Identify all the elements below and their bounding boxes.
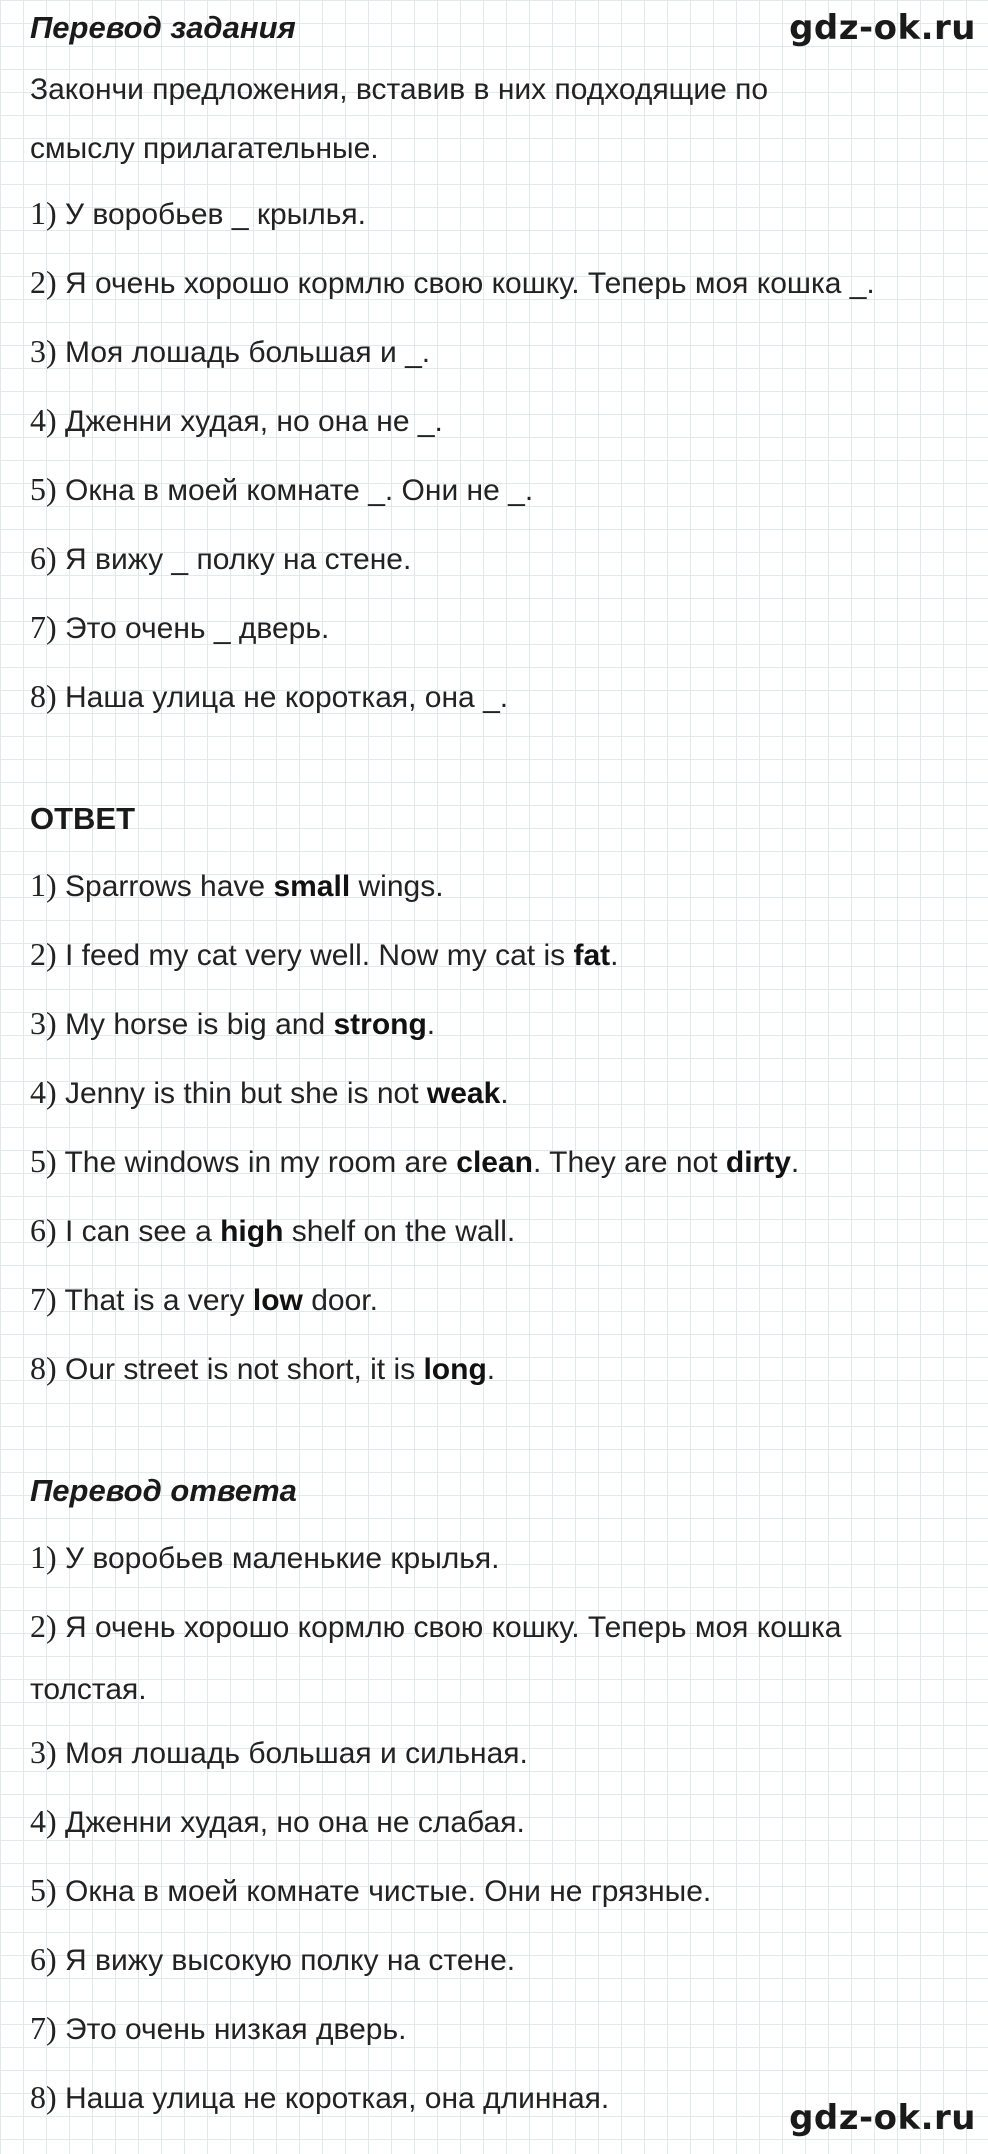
item-text: У воробьев _ крылья. — [65, 198, 366, 231]
item-number: 4) — [30, 1803, 57, 1839]
answer-word: weak — [426, 1077, 501, 1110]
item-text-mid: . — [610, 939, 619, 972]
item-number: 5) — [30, 471, 57, 507]
answer-word: low — [252, 1284, 303, 1317]
answer-item — [30, 1279, 378, 1321]
task-item — [30, 538, 411, 580]
answer-item — [30, 1348, 495, 1390]
item-text: Я вижу высокую полку на стене. — [65, 1944, 516, 1977]
item-text: толстая. — [30, 1673, 147, 1706]
item-text-pre: Jenny is thin but she is not — [65, 1077, 427, 1110]
item-number: 2) — [30, 1608, 57, 1644]
item-number: 7) — [30, 1281, 57, 1317]
item-text: Наша улица не короткая, она _. — [65, 681, 509, 714]
task-item — [30, 193, 366, 235]
item-number: 1) — [30, 867, 57, 903]
item-number: 8) — [30, 1350, 57, 1386]
item-text: Дженни худая, но она не _. — [65, 405, 443, 438]
translation-item — [30, 1606, 841, 1648]
item-text: Это очень низкая дверь. — [65, 2013, 407, 2046]
item-text-pre: I can see a — [65, 1215, 221, 1248]
item-text: Окна в моей комнате чистые. Они не грязные. — [65, 1875, 712, 1908]
item-text: Я очень хорошо кормлю свою кошку. Теперь моя кошка — [65, 1611, 842, 1644]
translation-item — [30, 1537, 500, 1579]
item-text: Моя лошадь большая и сильная. — [65, 1737, 528, 1770]
item-text: Я вижу _ полку на стене. — [65, 543, 412, 576]
item-number: 4) — [30, 402, 57, 438]
answer-word: dirty — [725, 1146, 791, 1179]
item-number: 5) — [30, 1143, 57, 1179]
item-text-mid: . — [500, 1077, 509, 1110]
answer-word: strong — [333, 1008, 427, 1041]
answer-item — [30, 1141, 799, 1183]
answer-word: long — [423, 1353, 487, 1386]
answer-translation-heading: Перевод ответа — [30, 1473, 297, 1508]
item-text: Наша улица не короткая, она длинная. — [65, 2082, 610, 2115]
answer-item — [30, 1003, 435, 1045]
task-item — [30, 607, 329, 649]
item-text: Я очень хорошо кормлю свою кошку. Теперь моя кошка _. — [65, 267, 875, 300]
item-text-pre: My horse is big and — [65, 1008, 334, 1041]
task-item — [30, 676, 508, 718]
answer-word: small — [273, 870, 351, 903]
answer-item — [30, 1210, 515, 1252]
item-text-pre: That is a very — [64, 1284, 253, 1317]
translation-item-continuation — [30, 1668, 147, 1710]
answer-item — [30, 1072, 509, 1114]
item-text-post: . — [790, 1146, 800, 1179]
item-text-pre: Our street is not short, it is — [65, 1353, 424, 1386]
item-number: 7) — [30, 2010, 57, 2046]
item-text-mid: shelf on the wall. — [283, 1215, 516, 1248]
instruction-line-2: смыслу прилагательные. — [30, 132, 379, 165]
item-number: 6) — [30, 1941, 57, 1977]
task-translation-heading: Перевод задания — [30, 10, 296, 45]
item-number: 8) — [30, 678, 57, 714]
item-text: Окна в моей комнате _. Они не _. — [65, 474, 534, 507]
item-text-pre: Sparrows have — [65, 870, 274, 903]
item-text: Это очень _ дверь. — [65, 612, 330, 645]
watermark-bottom: gdz-ok.ru — [789, 2098, 976, 2138]
item-text-mid: . They are not — [532, 1146, 726, 1179]
item-number: 1) — [30, 195, 57, 231]
item-number: 1) — [30, 1539, 57, 1575]
item-number: 8) — [30, 2079, 57, 2115]
answer-word: clean — [456, 1146, 533, 1179]
answer-heading: ОТВЕТ — [30, 801, 136, 836]
translation-item — [30, 1732, 528, 1774]
item-number: 7) — [30, 609, 57, 645]
task-item — [30, 469, 533, 511]
task-item — [30, 331, 430, 373]
item-text: У воробьев маленькие крылья. — [65, 1542, 500, 1575]
translation-item — [30, 1939, 515, 1981]
item-text: Дженни худая, но она не слабая. — [65, 1806, 525, 1839]
item-text-mid: . — [486, 1353, 496, 1386]
instruction-line-1: Закончи предложения, вставив в них подходящие по — [30, 73, 769, 106]
item-text-mid: door. — [302, 1284, 378, 1317]
item-number: 6) — [30, 1212, 57, 1248]
item-number: 3) — [30, 1734, 57, 1770]
translation-item — [30, 1801, 525, 1843]
task-item — [30, 262, 875, 304]
translation-item — [30, 1870, 711, 1912]
item-number: 4) — [30, 1074, 57, 1110]
item-text-mid: wings. — [350, 870, 444, 903]
item-number: 6) — [30, 540, 57, 576]
item-text-pre: I feed my cat very well. Now my cat is — [65, 939, 574, 972]
item-number: 3) — [30, 333, 57, 369]
watermark-top: gdz-ok.ru — [789, 8, 976, 48]
item-number: 5) — [30, 1872, 57, 1908]
item-text-mid: . — [426, 1008, 436, 1041]
task-item — [30, 400, 443, 442]
item-number: 2) — [30, 936, 57, 972]
item-number: 3) — [30, 1005, 57, 1041]
answer-word: high — [220, 1215, 284, 1248]
translation-item — [30, 2008, 406, 2050]
answer-item — [30, 865, 444, 907]
answer-word: fat — [573, 939, 611, 972]
translation-item — [30, 2077, 609, 2119]
item-number: 2) — [30, 264, 57, 300]
item-text: Моя лошадь большая и _. — [65, 336, 431, 369]
answer-item — [30, 934, 618, 976]
item-text-pre: The windows in my room are — [64, 1146, 457, 1179]
